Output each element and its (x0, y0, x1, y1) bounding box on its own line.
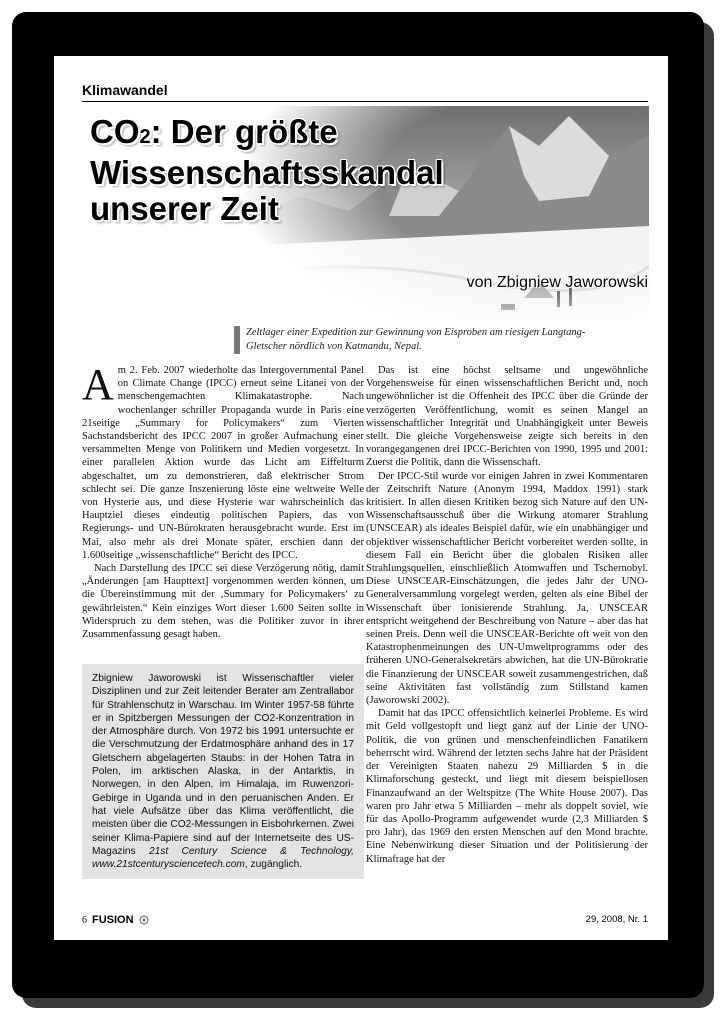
footer-left (82, 914, 149, 926)
issue-info: 29, 2008, Nr. 1 (585, 914, 648, 925)
right-paragraph-1: Das ist eine höchst seltsame und ungewöhnliche Vorgehensweise für einen wissenschaftlichen Bericht und, noch ungewöhnlicher ist die Offenheit des IPCC über die Gründe der verzögerten Veröffentlichung, womit es seinen Mangel an wissenschaftlicher Integrität und Unabhängigkeit unter Beweis stellt. Die gleiche Vorgehensweise zeigte sich bereits in den vorangegangenen drei IPCC-Berichten von 1990, 1995 und 2001: Zuerst die Politik, dann die Wissenschaft. (366, 365, 648, 469)
magazine-reference: 21st Century Science & Technology, www.21stcenturysciencetech.com (92, 845, 355, 871)
right-paragraph-2: Der IPCC-Stil wurde vor einigen Jahren in zwei Kommentaren der Zeitschrift Nature (Anonym 1994, Maddox 1991) stark kritisiert. In allen diesen Kritiken bezog sich Nature auf den UN-Wissenschaftsausschuß über die Wirkung atomarer Strahlung (UNSCEAR) als ideales Beispiel dafür, wie ein unabhängiger und objektiver wissenschaftlicher Bericht vorbereitet werden sollte, in diesem Fall ein Bericht über die globalen Risiken aller Strahlungsquellen, einschließlich Atomwaffen und Tschernobyl. Diese UNSCEAR-Einschätzungen, die jedes Jahr der UNO-Generalversammlung vorgelegt werden, gelten als eine Bibel der Wissenschaft über ionisierende Strahlung. Ja, UNSCEAR entspricht weitgehend der Beschreibung von Nature – aber das hat seinen Preis. Denn weil die UNSCEAR-Berichte oft weit von den Katastrophenmeinungen des UN-Umweltprogramms oder des früheren UNO-Generalsekretärs abwichen, hat die UN-Bürokratie die Finanzierung der UNSCEAR soweit zusammengestrichen, daß seine Aktivitäten fast vollständig zum Stillstand kamen (Jaworowski 2002). (366, 470, 648, 707)
fusion-logo-icon (139, 915, 149, 925)
title-line-3: unserer Zeit (90, 190, 279, 227)
section-rule (82, 101, 648, 102)
section-label: Klimawandel (82, 82, 168, 98)
author-bio-box: Zbigniew Jaworowski ist Wissenschaftler vieler Disziplinen und zur Zeit leitender Berater am Zentrallabor für Strahlenschutz in Warschau. Im Winter 1957-58 führte er in Spitzbergen Messungen der CO2-Konzentration in der Atmosphäre durch. Von 1972 bis 1991 untersuchte er die Verschmutzung der Erdatmosphäre anhand des in 17 Gletschern abgelagerten Staubs: in der Hohen Tatra in Polen, im arktischen Alaska, in der Antarktis, in Norwegen, in den Alpen, im Himalaja, im Ruwenzori-Gebirge in Uganda und in den peruanischen Anden. Er hat viele Aufsätze über das Klima veröffentlicht, die meisten über die CO2-Messungen in Eisbohrkernen. Zwei seiner Klima-Papiere sind auf der Internetseite des US-Magazins 21st Century Science & Technology, www.21stcenturysciencetech.com, zugänglich. (82, 664, 364, 879)
left-paragraph-2: Nach Darstellung des IPCC sei diese Verzögerung nötig, damit „Änderungen [am Haupttext] vorgenommen werden können, um die Übereinstimmung mit der ‚Summary for Policymakers‘ zu gewährleisten.“ Kein einziges Wort dieser 1.600 Seiten sollte in Widerspruch zu dem stehen, was die Politiker zuvor in ihrer Zusammenfassung gesagt haben. (82, 563, 364, 641)
author-byline: von Zbigniew Jaworowski (466, 274, 648, 291)
drop-cap: A (82, 360, 114, 409)
title-line-1: CO2: Der größte (90, 113, 338, 150)
article-title (90, 114, 510, 227)
left-paragraph-1: Am 2. Feb. 2007 wiederholte das Intergovernmental Panel on Climate Change (IPCC) erneut seine Litanei von der menschengemachten Klimakatastrophe. Nach wochenlanger schriller Propaganda wurde in Paris eine 21seitige „Summary for Policymakers“ zum Vierten Sachstandsbericht des IPCC 2007 in großer Aufmachung einer versammelten Menge von Politikern und Medien vorgesetzt. In einer parallelen Aktion wurde das Licht am Eiffelturm abgeschaltet, um zu demonstrieren, daß elektrischer Strom schlecht sei. Die ganze Inszenierung löste eine weltweite Welle von Hysterie aus, und diese Hysterie war wahrscheinlich das Hauptziel dieses eindeutig politischen Papiers, das von Regierungs- und UN-Bürokraten herausgebracht wurde. Erst im Mai, also mehr als drei Monate später, erschien dann der 1.600seitige „wissenschaftliche“ Bericht des IPCC. (82, 360, 364, 561)
right-column (366, 364, 648, 866)
title-line-2: Wissenschaftsskandal (90, 154, 444, 191)
right-paragraph-3: Damit hat das IPCC offensichtlich keinerlei Probleme. Es wird mit Geld vollgestopft und liegt ganz auf der Linie der UNO-Politik, die von grünen und menschenfeindlichen Fanatikern beherrscht wird. Während der letzten sechs Jahre hat der Präsident der Vereinigten Staaten nahezu 29 Milliarden $ in die Klimaforschung gesteckt, und liegt mit diesem beispiellosen Finanzaufwand an der Weltspitze (The White House 2007). Das waren pro Jahr etwa 5 Milliarden – mehr als doppelt soviel, wie für das Apollo-Programm aufgewendet wurde (2,3 Milliarden $ pro Jahr), das 1969 den ersten Menschen auf den Mond brachte. Eine Nebenwirkung dieser Situation und der Politisierung der Klimafrage hat der (366, 708, 648, 865)
document-page (54, 56, 668, 940)
magazine-brand: FUSION (92, 914, 134, 926)
page-number: 6 (82, 914, 87, 926)
photo-caption: Zeltlager einer Expedition zur Gewinnung von Eisproben am riesigen Langtang-Gletscher nördlich von Katmandu, Nepal. (234, 326, 586, 354)
left-column (82, 360, 364, 641)
